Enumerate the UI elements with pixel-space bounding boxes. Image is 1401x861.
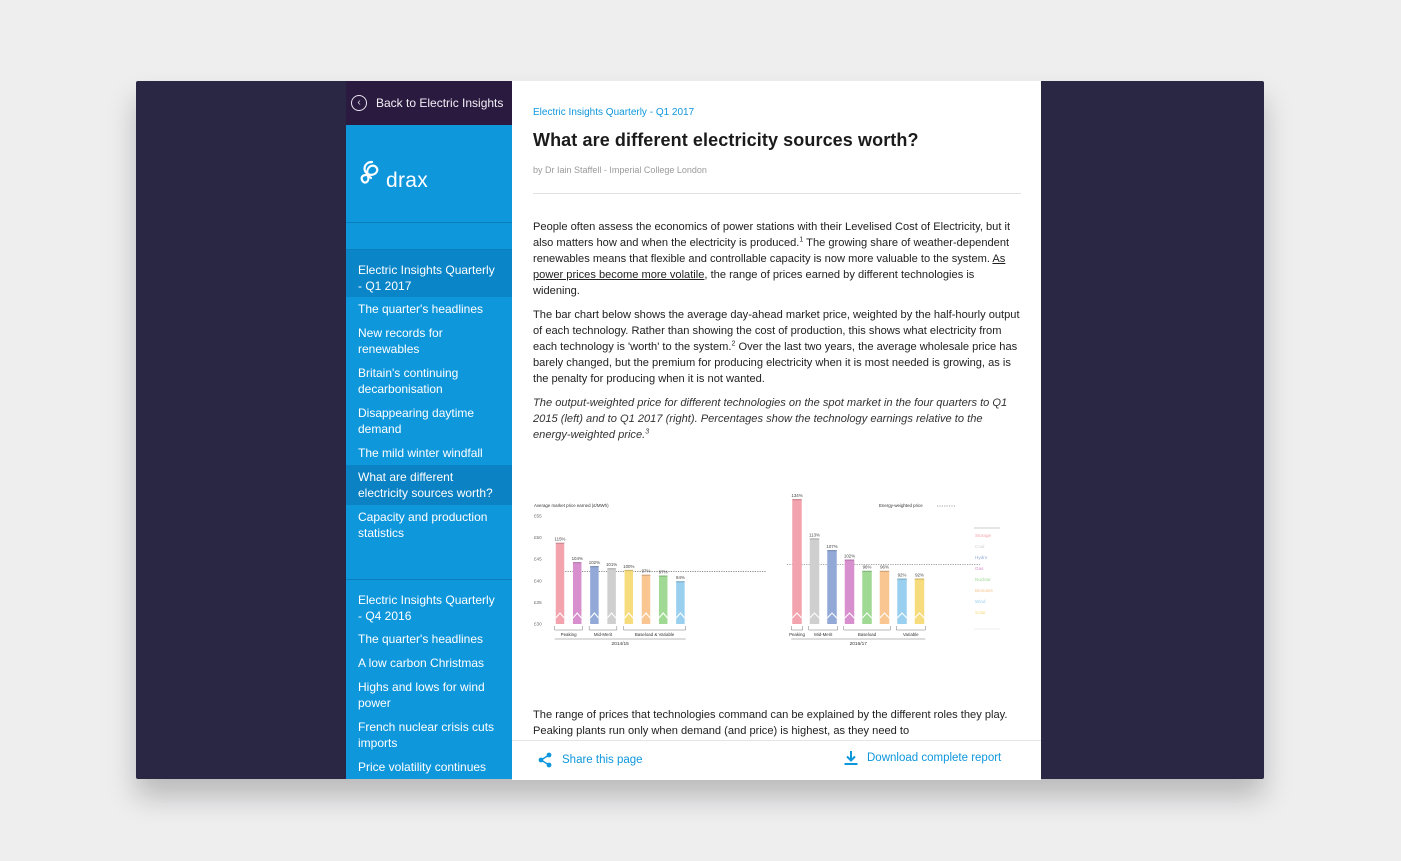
nav-item-price-volatility[interactable]: Price volatility continues — [358, 760, 487, 774]
p2-text-a: The bar chart below shows the average day-ahead market price, weighted by the half-hourly output of each technology. Rather than showing the cost of production, this shows what electricity from each technology is 'worth' to the system. — [533, 309, 1020, 353]
bar-value-label: 92% — [897, 572, 907, 578]
bar-wind — [676, 582, 685, 624]
y-axis-label: Average market price earned (£/MWh) — [534, 503, 609, 508]
article-kicker[interactable]: Electric Insights Quarterly - Q1 2017 — [533, 107, 695, 118]
bar-cap — [880, 571, 890, 572]
legend-item-nuclear: Nuclear — [975, 577, 991, 582]
y-tick-label: £30 — [534, 621, 542, 627]
bar-value-label: 97% — [658, 569, 668, 575]
bar-wind — [897, 580, 907, 624]
nav-item-daytime-demand[interactable]: Disappearing daytime demand — [358, 406, 475, 436]
group-bracket — [589, 626, 617, 630]
nav-item-wind-highs-lows[interactable]: Highs and lows for wind power — [358, 680, 485, 710]
bar-value-label: 104% — [571, 556, 583, 562]
bar-value-label: 115% — [554, 536, 566, 542]
share-icon — [537, 752, 553, 768]
period-label: 2014/15 — [611, 642, 629, 647]
bar-cap — [792, 499, 802, 500]
chart-caption — [533, 395, 1021, 443]
back-link-label: Back to Electric Insights — [376, 96, 504, 110]
period-label: 2016/17 — [849, 642, 867, 647]
y-tick-label: £35 — [534, 599, 542, 605]
nav-item-decarbonisation[interactable]: Britain's continuing decarbonisation — [358, 366, 459, 396]
nav-item-q4-2016[interactable]: Electric Insights Quarterly - Q4 2016 — [358, 593, 495, 623]
group-label: Mid-Merit — [593, 632, 613, 637]
bar-value-label: 113% — [809, 532, 820, 538]
article-byline: by Dr Iain Staffell - Imperial College London — [533, 165, 707, 175]
bar-value-label: 101% — [605, 562, 618, 568]
caption-text: The output-weighted price for different technologies on the spot market in the four quarters to Q1 2015 (left) and to Q1 2017 (right). Percentages show the technology earnings relative to the energy-weighted price. — [533, 397, 1008, 441]
legend-item-gas: Gas — [975, 566, 984, 571]
app-frame — [136, 81, 1264, 779]
bar-hydro — [590, 567, 599, 624]
footnote-3[interactable]: 3 — [645, 428, 650, 436]
bar-cap — [625, 570, 634, 571]
group-label: Mid-Merit — [814, 632, 833, 637]
group-label: Baseload — [857, 632, 877, 637]
y-tick-label: £40 — [534, 578, 542, 584]
bar-cap — [676, 581, 685, 582]
p1-text-b: The growing share of weather-dependent renewables means that flexible and controllable capacity is now more valuable to the system. — [533, 237, 1010, 265]
group-bracket — [844, 626, 891, 630]
group-label: Peaking — [560, 632, 577, 637]
title-divider — [533, 193, 1021, 194]
share-button[interactable] — [537, 752, 643, 768]
footnote-2[interactable]: 2 — [731, 340, 736, 348]
back-link[interactable] — [346, 81, 512, 125]
back-chevron-icon: ‹ — [351, 95, 367, 111]
bar-solar — [915, 580, 925, 624]
bar-value-label: 102% — [588, 559, 601, 565]
nav-item-sources-worth[interactable]: What are different electricity sources worth? — [346, 465, 512, 505]
article-footer — [512, 740, 1041, 780]
bar-value-label: 100% — [623, 563, 635, 569]
energy-weighted-legend-label: Energy-weighted price — [879, 503, 923, 508]
group-bracket — [791, 626, 803, 630]
p1-text-a: People often assess the economics of power stations with their Levelised Cost of Electricity, but it also matters how and when the electricity is produced. — [533, 221, 1011, 249]
nav-group-q4-2016 — [346, 579, 512, 779]
legend-item-coal: Coal — [975, 544, 985, 549]
bar-value-label: 102% — [843, 553, 856, 559]
bar-cap — [573, 562, 582, 563]
bar-gas — [573, 563, 582, 624]
volatility-link[interactable]: As power prices become more volatile — [533, 253, 1006, 281]
group-bracket — [896, 626, 925, 630]
nav-item-quarter-headlines[interactable]: The quarter's headlines — [358, 302, 484, 316]
legend-item-biomass: Biomass — [975, 588, 993, 593]
legend-item-storage: Storage — [975, 533, 992, 538]
bar-gas — [845, 560, 855, 624]
price-bar-chart — [530, 493, 1010, 669]
download-label: Download complete report — [867, 752, 1002, 764]
bar-cap — [556, 543, 565, 544]
nav-item-french-nuclear[interactable]: French nuclear crisis cuts imports — [358, 720, 495, 750]
article-body — [533, 219, 1021, 451]
p1-text-c: , the range of prices earned by different technologies is widening. — [533, 269, 975, 297]
bar-value-label: 107% — [826, 543, 838, 549]
paragraph-1 — [533, 219, 1021, 299]
bar-value-label: 96% — [862, 564, 872, 570]
group-label: Baseload & Variable — [634, 632, 675, 637]
bar-cap — [845, 559, 855, 560]
y-tick-label: £50 — [534, 535, 542, 541]
bar-cap — [590, 566, 599, 567]
bar-cap — [915, 579, 925, 580]
bar-value-label: 97% — [641, 568, 651, 574]
nav-item-mild-winter[interactable]: The mild winter windfall — [358, 446, 483, 460]
group-bracket — [555, 626, 583, 630]
nav-item-quarter-headlines-q4[interactable]: The quarter's headlines — [358, 632, 484, 646]
y-tick-label: £45 — [534, 556, 542, 562]
bar-cap — [642, 575, 651, 576]
download-icon — [843, 750, 859, 766]
article-panel — [512, 81, 1041, 779]
legend-item-solar: Solar — [975, 610, 986, 615]
paragraph-3: The range of prices that technologies command can be explained by the different roles they play. Peaking plants run only when demand (and price) is highest, as they need to — [533, 709, 1008, 737]
bar-storage — [556, 544, 565, 624]
nav-item-new-records[interactable]: New records for renewables — [358, 326, 443, 356]
bar-value-label: 92% — [915, 572, 924, 578]
sidebar-nav — [346, 81, 512, 779]
bar-cap — [862, 571, 872, 572]
bar-cap — [827, 550, 837, 551]
nav-item-low-carbon-christmas[interactable]: A low carbon Christmas — [358, 656, 485, 670]
bar-cap — [897, 579, 907, 580]
nav-item-capacity-stats[interactable]: Capacity and production statistics — [358, 510, 488, 540]
bar-value-label: 96% — [880, 564, 889, 570]
bar-cap — [607, 568, 616, 569]
bar-coal — [810, 539, 820, 624]
group-label: Variable — [902, 632, 919, 637]
drax-logo[interactable] — [346, 125, 512, 223]
download-button[interactable] — [843, 750, 1001, 766]
group-bracket — [624, 626, 686, 630]
p2-text-b: Over the last two years, the average wholesale price has barely changed, but the premium for producing electricity when it is most needed is growing, as is the penalty for producing when it is not wanted. — [533, 341, 1018, 385]
bar-storage — [792, 500, 802, 624]
article-title: What are different electricity sources worth? — [533, 130, 919, 150]
logo-text: drax — [386, 168, 429, 192]
group-bracket — [809, 626, 838, 630]
bar-value-label: 134% — [791, 493, 803, 499]
y-tick-label: £55 — [534, 513, 542, 519]
legend-item-hydro: Hydro — [975, 555, 988, 560]
drax-swirl-icon — [360, 159, 384, 189]
nav-group-q1-2017 — [346, 249, 512, 545]
footnote-1[interactable]: 1 — [799, 236, 804, 244]
bar-value-label: 94% — [676, 575, 685, 581]
bar-cap — [810, 538, 820, 539]
share-label: Share this page — [562, 754, 643, 766]
legend-item-wind: Wind — [975, 599, 986, 604]
nav-item-q1-2017[interactable]: Electric Insights Quarterly - Q1 2017 — [346, 250, 512, 297]
bar-cap — [659, 575, 668, 576]
paragraph-2 — [533, 307, 1021, 387]
group-label: Peaking — [789, 632, 805, 637]
